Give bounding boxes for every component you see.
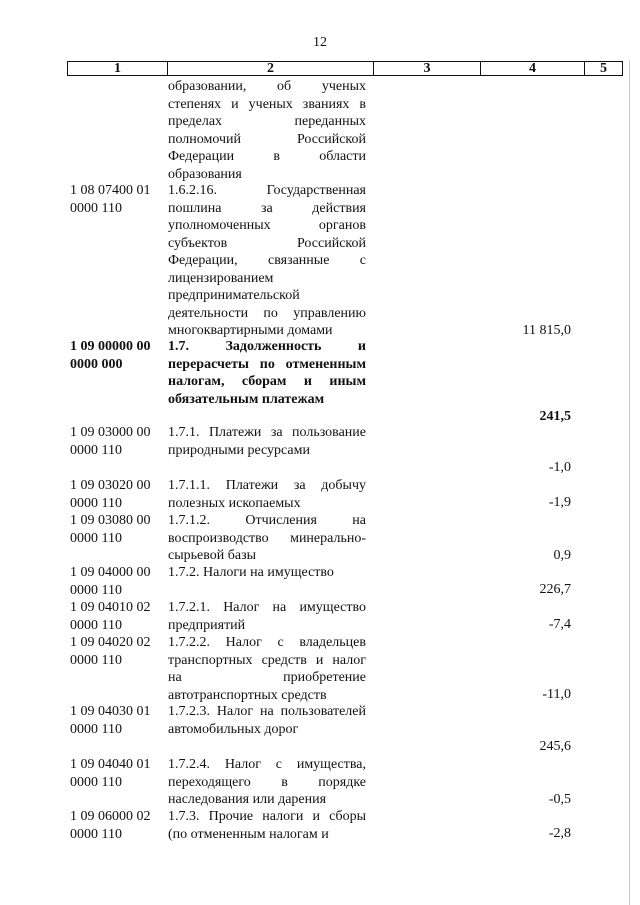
column-header-4: 4 <box>481 62 585 75</box>
row-amount: -0,5 <box>548 792 571 807</box>
row-amount: -7,4 <box>548 617 571 632</box>
page-number: 12 <box>313 35 327 50</box>
row-amount: -1,9 <box>548 495 571 510</box>
row-code: 1 09 06000 02 0000 110 <box>70 809 151 842</box>
row-amount: 226,7 <box>539 582 571 597</box>
row-code: 1 09 03080 00 0000 110 <box>70 513 151 546</box>
row-description: 1.7.1.1. Платежи за добычу полезных ископаемых <box>168 478 366 511</box>
row-description: 1.6.2.16. Государственная пошлина за действия уполномоченных органов субъектов Российской Федерации, связанные с лицензированием предпринимательской деятельности по управлению многоквартирными домами <box>168 183 366 338</box>
row-code: 1 09 00000 00 0000 000 <box>70 339 151 372</box>
row-code: 1 08 07400 01 0000 110 <box>70 183 151 216</box>
row-code: 1 09 04030 01 0000 110 <box>70 704 151 737</box>
page-edge-line <box>629 60 630 905</box>
row-amount: 11 815,0 <box>522 323 571 338</box>
row-code: 1 09 04000 00 0000 110 <box>70 565 151 598</box>
row-amount: 245,6 <box>539 739 571 754</box>
row-description: 1.7. Задолженность и перерасчеты по отмененным налогам, сборам и иным обязательным платежам <box>168 339 366 407</box>
column-header-1: 1 <box>68 62 168 75</box>
row-code: 1 09 04010 02 0000 110 <box>70 600 151 633</box>
column-header-3: 3 <box>374 62 481 75</box>
row-code: 1 09 04020 02 0000 110 <box>70 635 151 668</box>
row-description: 1.7.3. Прочие налоги и сборы (по отмененным налогам и <box>168 809 366 842</box>
row-amount: -2,8 <box>548 826 571 841</box>
row-amount: -1,0 <box>548 460 571 475</box>
column-header-2: 2 <box>168 62 374 75</box>
row-code: 1 09 04040 01 0000 110 <box>70 757 151 790</box>
row-amount: -11,0 <box>542 687 571 702</box>
row-description: 1.7.2.2. Налог с владельцев транспортных средств и налог на приобретение автотранспортных средств <box>168 635 366 703</box>
row-description: образовании, об ученых степенях и ученых званиях в пределах переданных полномочий Российской Федерации в области образования <box>168 79 366 182</box>
column-header-5: 5 <box>600 61 607 76</box>
table-header <box>67 61 623 76</box>
row-description: 1.7.2.4. Налог с имущества, переходящего в порядке наследования или дарения <box>168 757 366 807</box>
row-description: 1.7.2.3. Налог на пользователей автомобильных дорог <box>168 704 366 737</box>
row-description: 1.7.2.1. Налог на имущество предприятий <box>168 600 366 633</box>
row-description: 1.7.2. Налоги на имущество <box>168 565 334 580</box>
row-amount: 241,5 <box>539 409 571 424</box>
row-code: 1 09 03000 00 0000 110 <box>70 425 151 458</box>
row-amount: 0,9 <box>553 548 571 563</box>
row-description: 1.7.1.2. Отчисления на воспроизводство минерально-сырьевой базы <box>168 513 366 563</box>
row-description: 1.7.1. Платежи за пользование природными ресурсами <box>168 425 366 458</box>
row-code: 1 09 03020 00 0000 110 <box>70 478 151 511</box>
